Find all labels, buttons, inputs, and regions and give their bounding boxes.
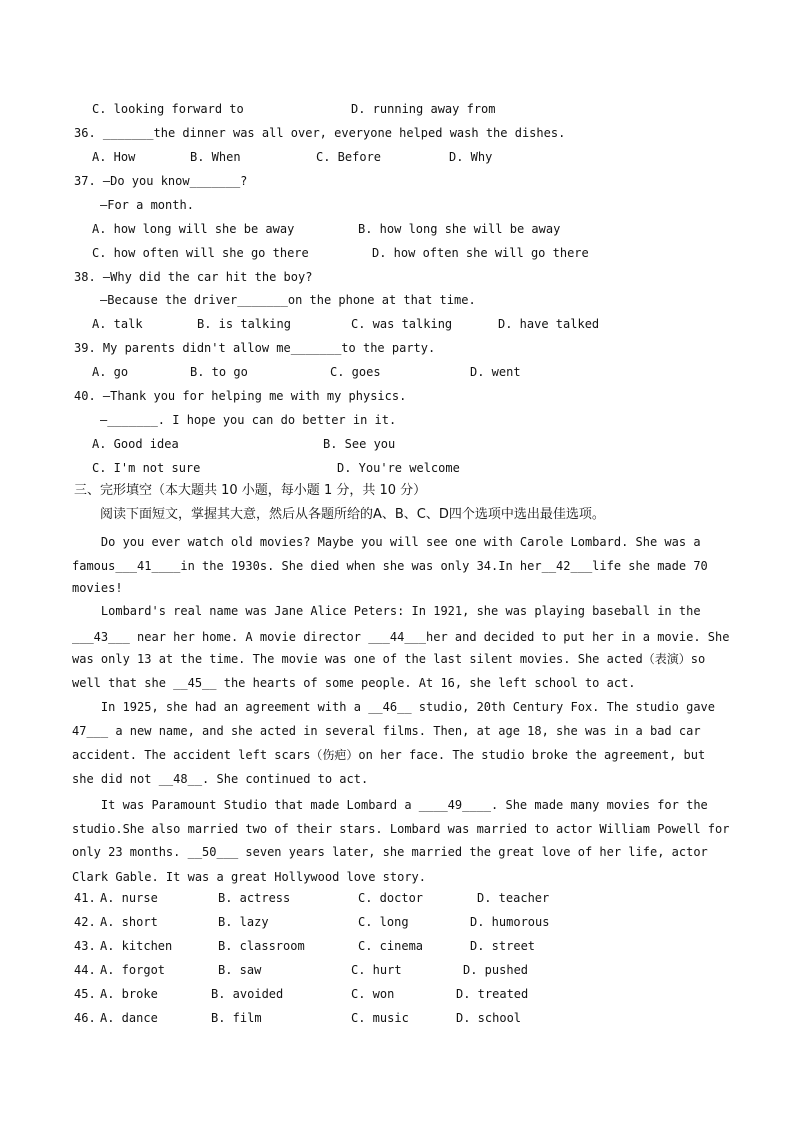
cloze-46-d: D. school [456, 1011, 522, 1025]
passage-line: well that she __45__ the hearts of some people. At 16, she left school to act. [72, 676, 636, 690]
cloze-41-d: D. teacher [477, 891, 550, 905]
q35-option-d: D. running away from [351, 102, 496, 116]
cloze-43-b: B. classroom [218, 939, 305, 953]
q38-option-b: B. is talking [197, 317, 291, 331]
cloze-43-a: A. kitchen [100, 939, 173, 953]
cloze-43-d: D. street [470, 939, 536, 953]
q36-option-d: D. Why [449, 150, 493, 164]
passage-line: studio.She also married two of their stars. Lombard was married to actor William Powell for [72, 822, 730, 836]
q37-option-d: D. how often she will go there [372, 246, 589, 260]
cloze-44-b: B. saw [218, 963, 262, 977]
cloze-45-a: A. broke [100, 987, 158, 1001]
section-title: 三、完形填空（本大题共 10 小题，每小题 1 分，共 10 分） [74, 483, 427, 498]
cloze-41-b: B. actress [218, 891, 291, 905]
q40-stem: 40. —Thank you for helping me with my physics. [74, 389, 407, 403]
q39-stem: 39. My parents didn't allow me_______to the party. [74, 341, 436, 355]
q38-option-c: C. was talking [351, 317, 453, 331]
passage-line: was only 13 at the time. The movie was one of the last silent movies. She acted（表演）so [72, 652, 706, 666]
cloze-41: 41. [74, 891, 96, 905]
cloze-42-b: B. lazy [218, 915, 269, 929]
q37-option-b: B. how long she will be away [358, 222, 561, 236]
passage-line: accident. The accident left scars（伤疤）on her face. The studio broke the agreement, but [72, 748, 706, 762]
q38-stem: 38. —Why did the car hit the boy? [74, 270, 313, 284]
cloze-44-a: A. forgot [100, 963, 166, 977]
cloze-44-d: D. pushed [463, 963, 529, 977]
q40-option-d: D. You're welcome [337, 461, 460, 475]
q38-reply: —Because the driver_______on the phone at that time. [100, 293, 476, 307]
cloze-46-a: A. dance [100, 1011, 158, 1025]
cloze-43-c: C. cinema [358, 939, 424, 953]
cloze-44: 44. [74, 963, 96, 977]
passage-line: ___43___ near her home. A movie director ___44___her and decided to put her in a movie. She [72, 630, 730, 644]
q39-option-c: C. goes [330, 365, 381, 379]
passage-line: Clark Gable. It was a great Hollywood love story. [72, 870, 427, 884]
cloze-46: 46. [74, 1011, 96, 1025]
q40-option-c: C. I'm not sure [92, 461, 201, 475]
cloze-43: 43. [74, 939, 96, 953]
cloze-42-a: A. short [100, 915, 158, 929]
cloze-46-c: C. music [351, 1011, 409, 1025]
q39-option-a: A. go [92, 365, 129, 379]
q37-option-a: A. how long will she be away [92, 222, 295, 236]
q40-option-b: B. See you [323, 437, 396, 451]
cloze-41-a: A. nurse [100, 891, 158, 905]
passage-line: It was Paramount Studio that made Lombard a ____49____. She made many movies for the [72, 798, 708, 812]
q40-option-a: A. Good idea [92, 437, 179, 451]
passage-line: Lombard's real name was Jane Alice Peters: In 1921, she was playing baseball in the [72, 604, 701, 618]
passage-line: 47___ a new name, and she acted in several films. Then, at age 18, she was in a bad car [72, 724, 701, 738]
cloze-44-c: C. hurt [351, 963, 402, 977]
q36-option-b: B. When [190, 150, 241, 164]
q37-stem: 37. —Do you know_______? [74, 174, 248, 188]
cloze-45-b: B. avoided [211, 987, 284, 1001]
cloze-42-c: C. long [358, 915, 409, 929]
q36-stem: 36. _______the dinner was all over, everyone helped wash the dishes. [74, 126, 566, 140]
q37-option-c: C. how often will she go there [92, 246, 309, 260]
q39-option-d: D. went [470, 365, 521, 379]
passage-line: only 23 months. __50___ seven years later, she married the great love of her life, actor [72, 845, 708, 859]
q40-reply: —_______. I hope you can do better in it. [100, 413, 397, 427]
cloze-45-d: D. treated [456, 987, 529, 1001]
q39-option-b: B. to go [190, 365, 248, 379]
passage-line: she did not __48__. She continued to act. [72, 772, 369, 786]
passage-line: movies! [72, 581, 123, 595]
section-instruction: 阅读下面短文，掌握其大意，然后从各题所给的A、B、C、D四个选项中选出最佳选项。 [100, 507, 605, 522]
cloze-42-d: D. humorous [470, 915, 550, 929]
q35-option-c: C. looking forward to [92, 102, 244, 116]
passage-line: Do you ever watch old movies? Maybe you will see one with Carole Lombard. She was a [72, 535, 701, 549]
cloze-41-c: C. doctor [358, 891, 424, 905]
q36-option-c: C. Before [316, 150, 382, 164]
cloze-46-b: B. film [211, 1011, 262, 1025]
cloze-45-c: C. won [351, 987, 395, 1001]
q36-option-a: A. How [92, 150, 136, 164]
q37-reply: —For a month. [100, 198, 194, 212]
q38-option-d: D. have talked [498, 317, 600, 331]
cloze-45: 45. [74, 987, 96, 1001]
passage-line: famous___41____in the 1930s. She died when she was only 34.In her__42___life she made 70 [72, 559, 708, 573]
cloze-42: 42. [74, 915, 96, 929]
q38-option-a: A. talk [92, 317, 143, 331]
passage-line: In 1925, she had an agreement with a __46__ studio, 20th Century Fox. The studio gave [72, 700, 715, 714]
